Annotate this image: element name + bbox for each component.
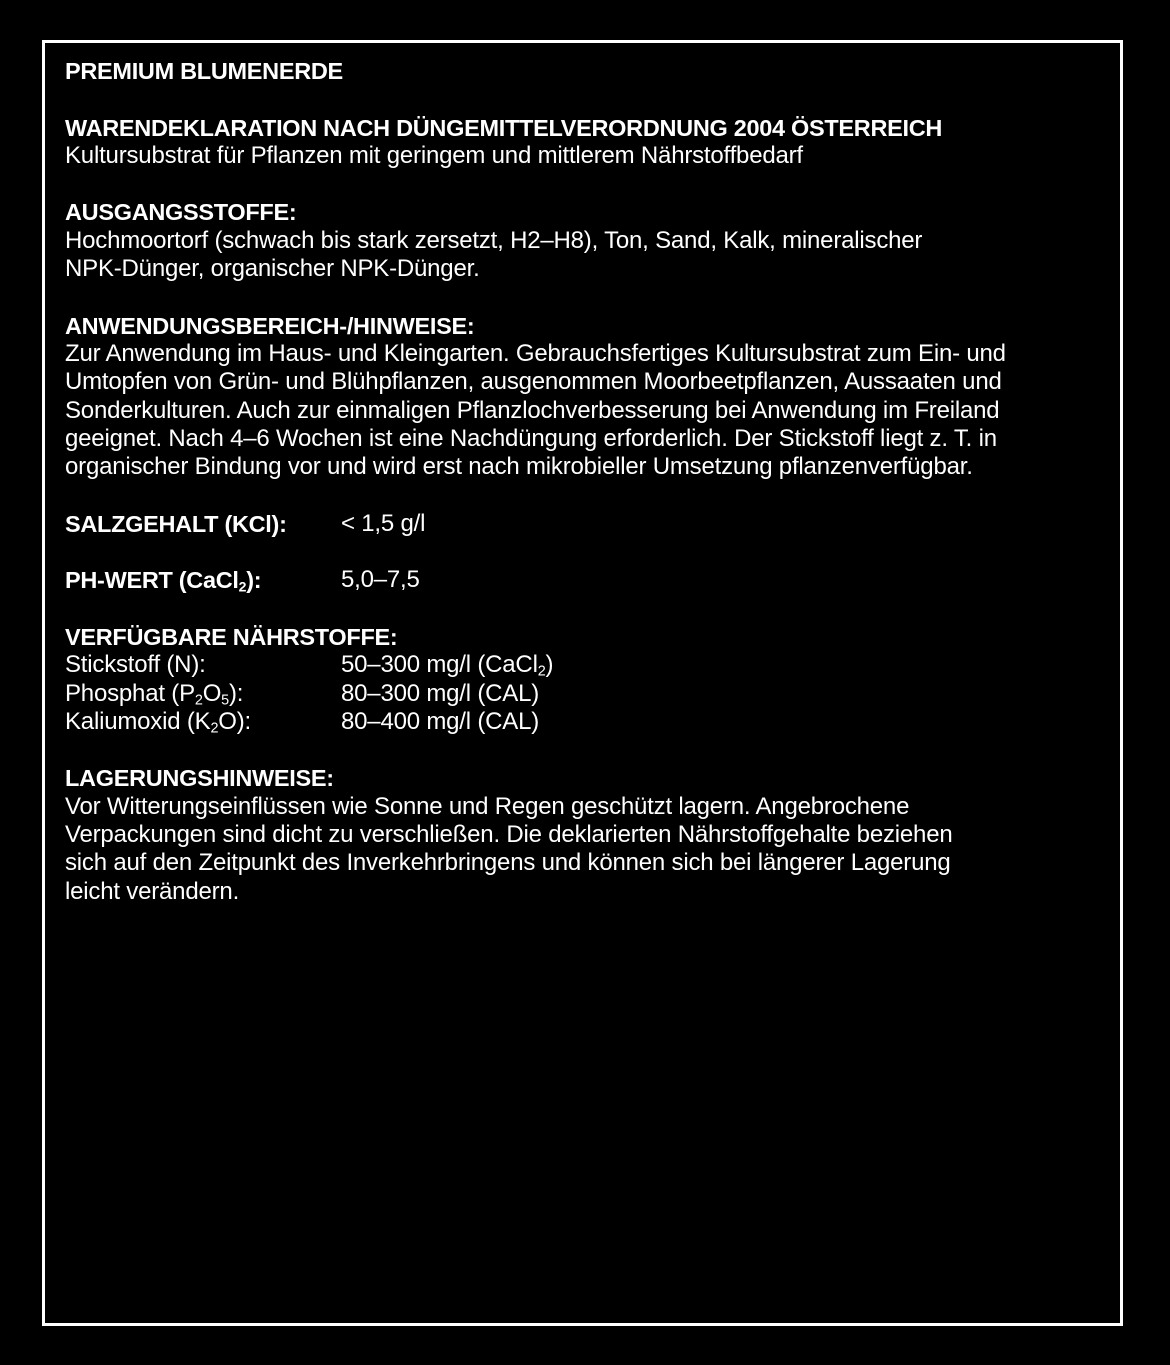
- stickstoff-value: 50–300 mg/l (CaCl$_2$): [341, 651, 554, 680]
- ph-value: 5,0–7,5: [341, 566, 420, 594]
- declaration-content: [65, 57, 1110, 934]
- salzgehalt-label: SALZGEHALT (KCl):: [65, 510, 287, 537]
- lagerung-line: leicht verändern.: [65, 877, 240, 905]
- anwendung-line: Zur Anwendung im Haus- und Kleingarten. Gebrauchsfertiges Kultursubstrat zum Ein- und: [65, 339, 1006, 367]
- anwendung-block: [65, 312, 1110, 482]
- lagerung-block: [65, 764, 1110, 905]
- nutrient-row-kalium: [65, 708, 1110, 736]
- ph-label: PH-WERT (CaCl$_2$):: [65, 567, 262, 595]
- phosphat-value: 80–300 mg/l (CAL): [341, 679, 540, 707]
- declaration-heading: WARENDEKLARATION NACH DÜNGEMITTELVERORDNUNG 2004 ÖSTERREICH: [65, 114, 943, 141]
- ausgangsstoffe-line: NPK-Dünger, organischer NPK-Dünger.: [65, 255, 480, 283]
- ausgangsstoffe-block: [65, 198, 1110, 283]
- lagerung-line: sich auf den Zeitpunkt des Inverkehrbringens und können sich bei längerer Lagerung: [65, 849, 951, 877]
- anwendung-line: organischer Bindung vor und wird erst nach mikrobieller Umsetzung pflanzenverfügbar.: [65, 453, 973, 481]
- kalium-label: Kaliumoxid $(K_2O)$:: [65, 707, 252, 737]
- anwendung-line: Sonderkulturen. Auch zur einmaligen Pflanzlochverbesserung bei Anwendung im Freiland: [65, 396, 1000, 424]
- naehrstoffe-block: [65, 623, 1110, 736]
- anwendung-heading: ANWENDUNGSBEREICH-/HINWEISE:: [65, 312, 475, 339]
- naehrstoffe-heading: VERFÜGBARE NÄHRSTOFFE:: [65, 623, 398, 650]
- title-block: [65, 57, 1110, 85]
- ausgangsstoffe-heading: AUSGANGSSTOFFE:: [65, 199, 297, 226]
- stickstoff-label: Stickstoff (N):: [65, 651, 206, 679]
- lagerung-heading: LAGERUNGSHINWEISE:: [65, 765, 334, 792]
- ausgangsstoffe-line: Hochmoortorf (schwach bis stark zersetzt, H2–H8), Ton, Sand, Kalk, mineralischer: [65, 226, 923, 254]
- lagerung-line: Verpackungen sind dicht zu verschließen. Die deklarierten Nährstoffgehalte beziehen: [65, 821, 953, 849]
- ph-row: [65, 566, 1110, 594]
- salzgehalt-row: [65, 510, 1110, 538]
- lagerung-line: Vor Witterungseinflüssen wie Sonne und Regen geschützt lagern. Angebrochene: [65, 792, 910, 820]
- product-title: PREMIUM BLUMENERDE: [65, 58, 343, 84]
- phosphat-label: Phosphat $(P_2O_5)$:: [65, 679, 244, 709]
- declaration-block: [65, 114, 1110, 171]
- salzgehalt-value: < 1,5 g/l: [341, 509, 426, 537]
- nutrient-row-stickstoff: [65, 651, 1110, 679]
- anwendung-line: Umtopfen von Grün- und Blühpflanzen, ausgenommen Moorbeetpflanzen, Aussaaten und: [65, 368, 1002, 396]
- anwendung-line: geeignet. Nach 4–6 Wochen ist eine Nachdüngung erforderlich. Der Stickstoff liegt z. T. in: [65, 424, 997, 452]
- declaration-text: Kultursubstrat für Pflanzen mit geringem und mittlerem Nährstoffbedarf: [65, 141, 803, 169]
- kalium-value: 80–400 mg/l (CAL): [341, 707, 540, 735]
- nutrient-row-phosphat: [65, 680, 1110, 708]
